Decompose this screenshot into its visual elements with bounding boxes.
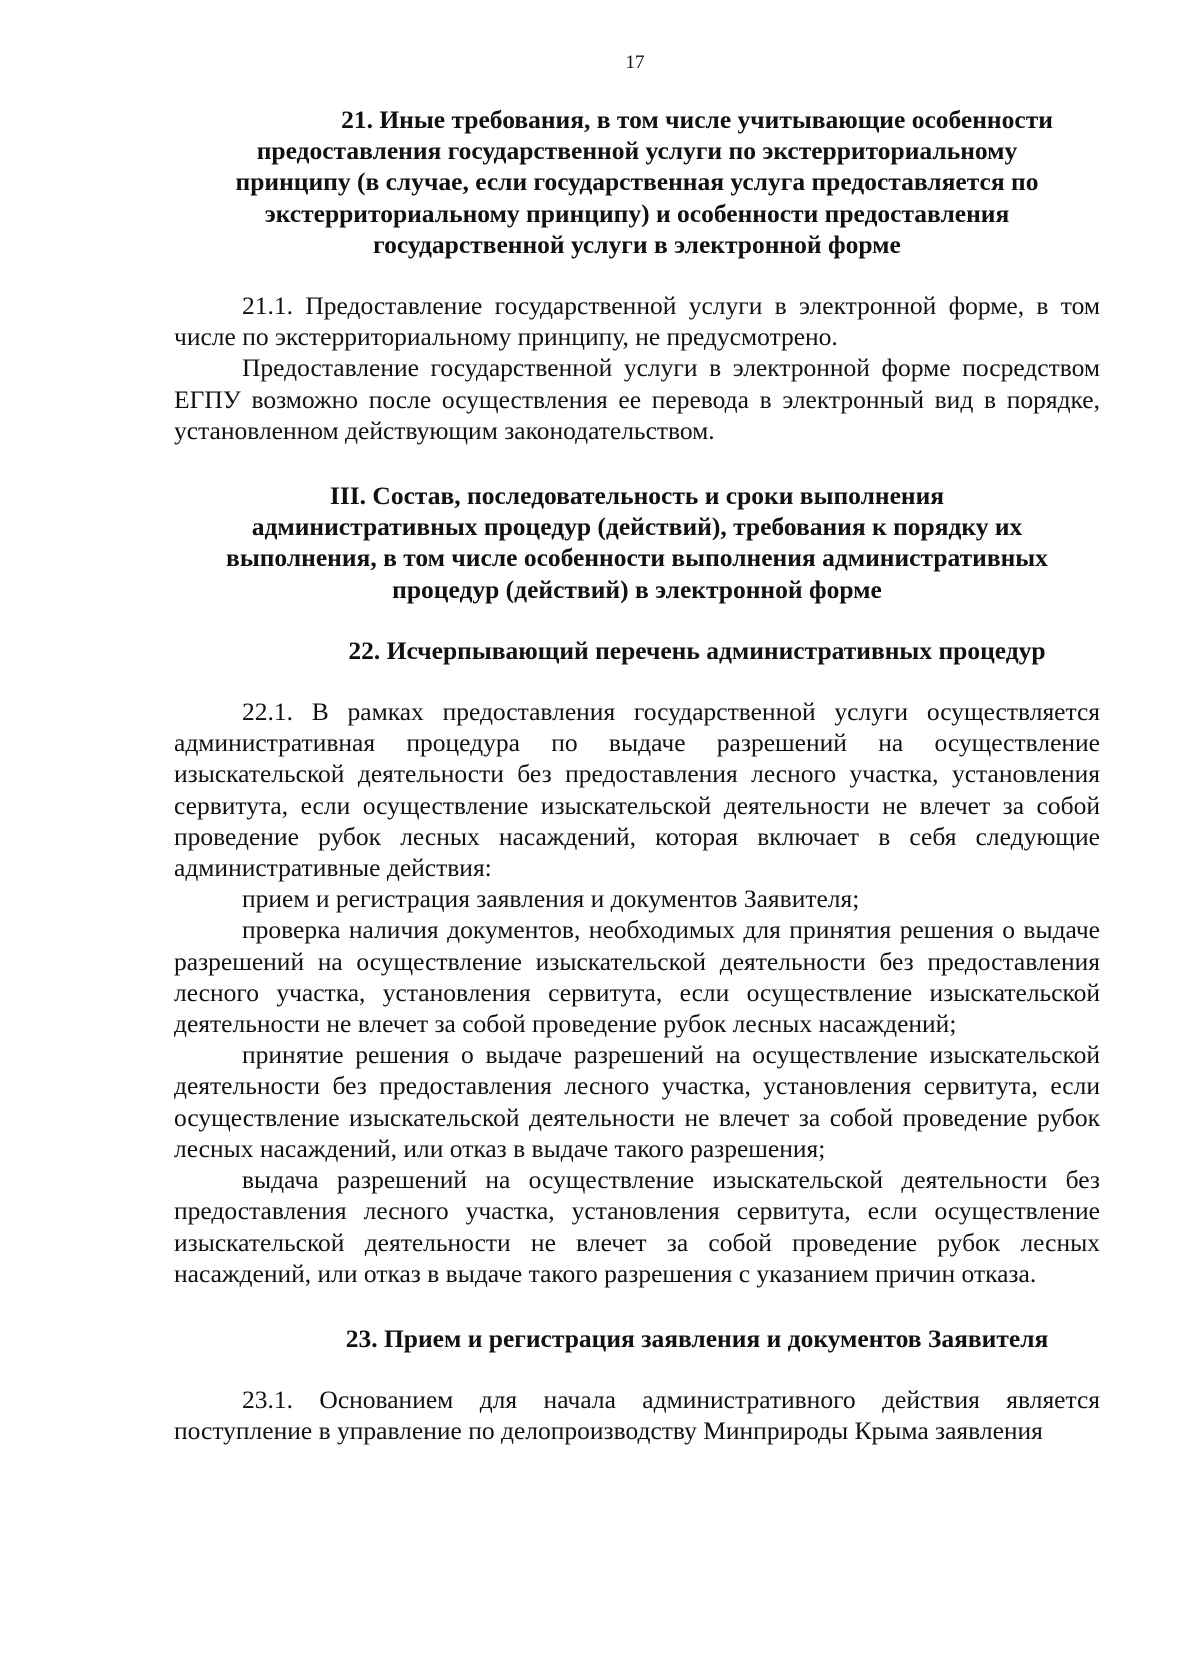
heading-line: процедур (действий) в электронной форме (392, 574, 882, 604)
list-item: выдача разрешений на осуществление изыскательской деятельности без предоставления лесного участка, установления сервитута, если осуществление изыскательской деятельности не влечет за собой проведение рубок лесных насаждений, или отказ в выдаче такого разрешения с указанием причин отказа. (174, 1165, 1100, 1288)
heading-line: 23. Прием и регистрация заявления и документов Заявителя (345, 1323, 1049, 1353)
heading-line: III. Состав, последовательность и сроки выполнения (329, 481, 945, 511)
heading-line: предоставления государственной услуги по экстерриториальному (256, 136, 1018, 166)
paragraph-21-1: 21.1. Предоставление государственной услуги в электронной форме, в том числе по экстерриториальному принципу, не предусмотрено. (174, 291, 1100, 352)
heading-line: экстерриториальному принципу) и особенности предоставления (264, 198, 1010, 228)
section-3-heading (174, 480, 1100, 605)
heading-line: 22. Исчерпывающий перечень административных процедур (348, 635, 1046, 665)
list-item: принятие решения о выдаче разрешений на осуществление изыскательской деятельности без предоставления лесного участка, установления сервитута, если осуществление изыскательской деятельности не влечет за собой проведение рубок лесных насаждений, или отказ в выдаче такого разрешения; (174, 1040, 1100, 1163)
section-21-heading (174, 104, 1100, 260)
heading-line: 21. Иные требования, в том числе учитывающие особенности (341, 105, 1053, 134)
heading-line: принципу (в случае, если государственная услуга предоставляется по (235, 167, 1039, 197)
section-23-heading (174, 1323, 1100, 1354)
heading-line: государственной услуги в электронной форме (373, 229, 901, 259)
heading-line: административных процедур (действий), требования к порядку их (251, 512, 1023, 542)
document-body (174, 104, 1100, 1447)
paragraph-23-1: 23.1. Основанием для начала административного действия является поступление в управление по делопроизводству Минприроды Крыма заявления (174, 1385, 1100, 1446)
section-22-heading (174, 635, 1100, 666)
list-item: проверка наличия документов, необходимых для принятия решения о выдаче разрешений на осуществление изыскательской деятельности без предоставления лесного участка, установления сервитута, если осуществление изыскательской деятельности не влечет за собой проведение рубок лесных насаждений; (174, 915, 1100, 1039)
page-number: 17 (625, 52, 645, 73)
list-item: прием и регистрация заявления и документов Заявителя; (242, 884, 860, 914)
heading-line: выполнения, в том числе особенности выполнения административных (226, 543, 1048, 573)
paragraph-21-1-b: Предоставление государственной услуги в электронной форме посредством ЕГПУ возможно после осуществления ее перевода в электронный вид в порядке, установленном действующим законодательством. (174, 353, 1100, 445)
paragraph-22-1: 22.1. В рамках предоставления государственной услуги осуществляется административная процедура по выдаче разрешений на осуществление изыскательской деятельности без предоставления лесного участка, установления сервитута, если осуществление изыскательской деятельности не влечет за собой проведение рубок лесных насаждений, которая включает в себя следующие административные действия: (174, 697, 1100, 883)
